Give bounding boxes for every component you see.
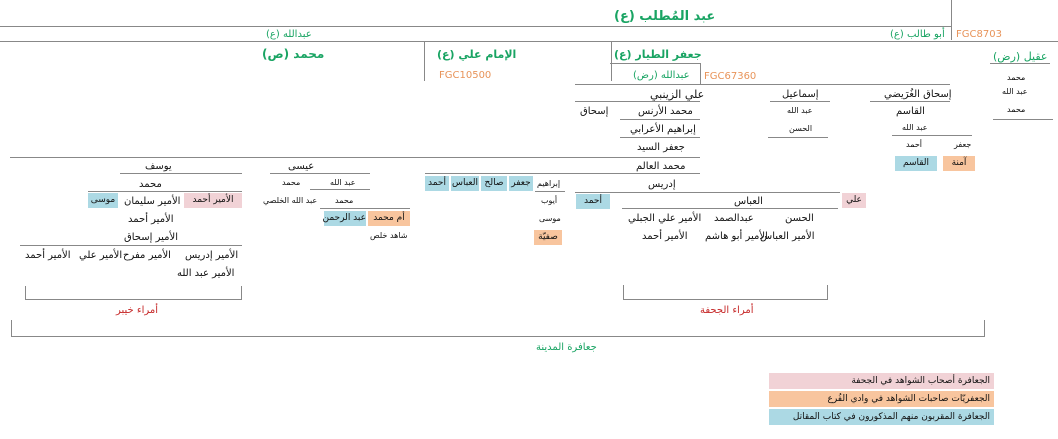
legend-item-blue xyxy=(769,409,994,425)
abbas-gc-abu-hashim: الأمير أبو هاشم xyxy=(705,231,768,242)
legend-label-2: الجعفريّات صاحبات الشواهد في وادي الفُرع xyxy=(827,394,990,404)
abbas-child-abdsamad: عبدالصمد xyxy=(714,213,754,224)
ismail-title: إسماعيل xyxy=(782,89,819,100)
ali-title: الإمام علي (ع) xyxy=(437,48,517,61)
madina-bracket-right xyxy=(984,320,985,337)
yusuf-amir-sulayman: الأمير سليمان xyxy=(124,196,181,207)
zainabi-line xyxy=(575,101,700,102)
legend-item-orange xyxy=(769,391,994,407)
idris-ayoub: أيوب xyxy=(541,196,558,205)
ismail-line xyxy=(770,101,830,102)
root-code: FGC8703 xyxy=(956,29,1002,40)
root-title: عبد المُطلب (ع) xyxy=(614,9,716,24)
zainabi-chain-2: إبراهيم الأعرابي xyxy=(630,124,696,135)
jafar-divider xyxy=(611,41,612,81)
ismail-child-2: الحسن xyxy=(789,124,813,133)
root-line xyxy=(0,26,952,27)
juhfa-label: أمراء الجحفة xyxy=(700,305,754,316)
jafar-title: جعفر الطيار (ع) xyxy=(614,48,702,61)
ismail-child-1: عبد الله xyxy=(787,106,813,115)
jafar-code: FGC67360 xyxy=(704,71,757,82)
ali-code: FGC10500 xyxy=(439,70,492,81)
ishaq-gh-sub-ahmad: أحمد xyxy=(906,140,922,149)
aqil-line xyxy=(990,63,1050,64)
yusuf-amir-mufarrih: الأمير مفرح xyxy=(123,250,171,261)
legend-item-pink xyxy=(769,373,994,389)
box-amina: آمنة xyxy=(943,156,975,171)
ishaq-gh-child-2: عبد الله xyxy=(902,123,928,132)
ishaq-gh-title: إسحاق الغُرَيضي xyxy=(884,89,952,100)
ishaq-gh-sub-line xyxy=(892,135,972,136)
isa-right-1: عبد الله xyxy=(330,178,356,187)
juhfa-bracket xyxy=(623,299,828,300)
abu-talib-title: أبو طالب (ع) xyxy=(890,29,945,40)
muhammad-title: محمد (ص) xyxy=(262,47,325,61)
ayoub-line xyxy=(535,191,565,192)
box-umm-muhammad: أم محمد xyxy=(368,211,410,226)
chain-line-3 xyxy=(10,157,700,158)
zainabi-chain-4: محمد العالم xyxy=(636,161,686,172)
yusuf-title: يوسف xyxy=(145,161,172,172)
jafar-code-divider xyxy=(700,63,701,85)
khaybar-bracket-right xyxy=(241,286,242,300)
zainabi-ishaq: إسحاق xyxy=(580,106,609,117)
abbas-gc-amir-ahmad: الأمير أحمد xyxy=(642,231,688,242)
abbas-line xyxy=(622,208,838,209)
aqil-bottom-line xyxy=(993,119,1053,120)
yusuf-amir-idris: الأمير إدريس xyxy=(185,250,239,261)
isa-left-2: عبد الله الخلصي xyxy=(263,196,318,205)
abbas-child-ali-jabali: الأمير علي الجبلي xyxy=(628,213,702,224)
ishaq-gh-line xyxy=(870,101,950,102)
box-abbas-idris: العباس xyxy=(451,176,479,191)
isa-box-line xyxy=(320,208,410,209)
aqil-child-3: محمد xyxy=(1007,105,1026,114)
root-code-divider xyxy=(951,0,952,40)
yusuf-row-line xyxy=(20,245,242,246)
zainabi-chain-5: إدريس xyxy=(648,179,676,190)
yusuf-amir-ahmad3: الأمير أحمد xyxy=(25,250,71,261)
ishaq-gh-child-1: القاسم xyxy=(896,106,925,117)
yusuf-line xyxy=(120,173,242,174)
box-qasim: القاسم xyxy=(895,156,937,171)
idris-line xyxy=(575,192,840,193)
abbas-title: العباس xyxy=(734,196,763,207)
yusuf-sub-line xyxy=(88,191,242,192)
box-amir-ahmad: الأمير أحمد xyxy=(184,193,242,208)
box-jafar-idris: جعفر xyxy=(509,176,533,191)
legend-label-1: الجعافرة أصحاب الشواهد في الجحفة xyxy=(851,376,990,386)
yusuf-amir-ishaq: الأمير إسحاق xyxy=(124,232,178,243)
generation-line xyxy=(0,41,1058,42)
abbas-gc-amir-abbas: الأمير العباس xyxy=(760,231,815,242)
juhfa-bracket-right xyxy=(827,285,828,300)
abdullah-title: عبدالله (ع) xyxy=(266,29,312,40)
zainabi-chain-3: جعفر السيد xyxy=(637,142,685,153)
box-ali-abbas: علي xyxy=(842,193,866,208)
ishaq-gh-sub-jafar: جعفر xyxy=(954,140,972,149)
juhfa-bracket-left xyxy=(623,285,624,300)
abbas-child-hasan: الحسن xyxy=(785,213,814,224)
box-abd-rahman: عبد الرحمن xyxy=(324,211,366,226)
idris-ibrahim: إبراهيم xyxy=(537,179,561,188)
jafar-line xyxy=(610,63,700,64)
box-safiyya: صفيّة xyxy=(534,230,562,245)
isa-sub-line xyxy=(310,189,370,190)
chain-line-2 xyxy=(620,137,700,138)
box-salih: صالح xyxy=(481,176,507,191)
khaybar-bracket-left xyxy=(25,286,26,300)
aqil-title: عقيل (رض) xyxy=(993,50,1048,63)
box-ahmad-abbas: أحمد xyxy=(576,194,610,209)
isa-shahid: شاهد خلص xyxy=(370,231,408,240)
isa-line xyxy=(270,173,370,174)
isa-right-2: محمد xyxy=(335,196,354,205)
khaybar-bracket xyxy=(25,299,242,300)
legend-label-3: الجعافرة المقربون منهم المذكورون في كتاب المقاتل xyxy=(792,412,990,422)
yusuf-amir-ali: الأمير علي xyxy=(79,250,123,261)
aqil-child-2: عبد الله xyxy=(1002,87,1028,96)
jafar-children-line xyxy=(575,84,950,85)
jafar-son: عبدالله (رض) xyxy=(633,70,690,81)
isa-left-1: محمد xyxy=(282,178,301,187)
chain-line-1 xyxy=(620,119,700,120)
aqil-child-1: محمد xyxy=(1007,73,1026,82)
idris-musa: موسى xyxy=(539,214,561,223)
box-ahmad-idris: أحمد xyxy=(425,176,449,191)
yusuf-amir-ahmad2: الأمير أحمد xyxy=(128,214,174,225)
isa-title: عيسى xyxy=(288,161,315,172)
zainabi-title: علي الزينبي xyxy=(650,88,705,101)
madina-bracket-left xyxy=(11,320,12,337)
chain-line-4 xyxy=(425,173,700,174)
legend xyxy=(769,373,994,421)
yusuf-muhammad: محمد xyxy=(139,179,162,190)
madina-label: جعافرة المدينة xyxy=(536,342,597,353)
ali-divider xyxy=(424,41,425,81)
khaybar-label: أمراء خيبر xyxy=(116,305,159,316)
madina-bracket xyxy=(11,336,985,337)
box-musa-yusuf: موسى xyxy=(88,193,118,208)
ismail-bottom-line xyxy=(768,137,828,138)
yusuf-amir-abdullah: الأمير عبد الله xyxy=(177,268,235,279)
zainabi-chain-1: محمد الأرنس xyxy=(638,106,693,117)
